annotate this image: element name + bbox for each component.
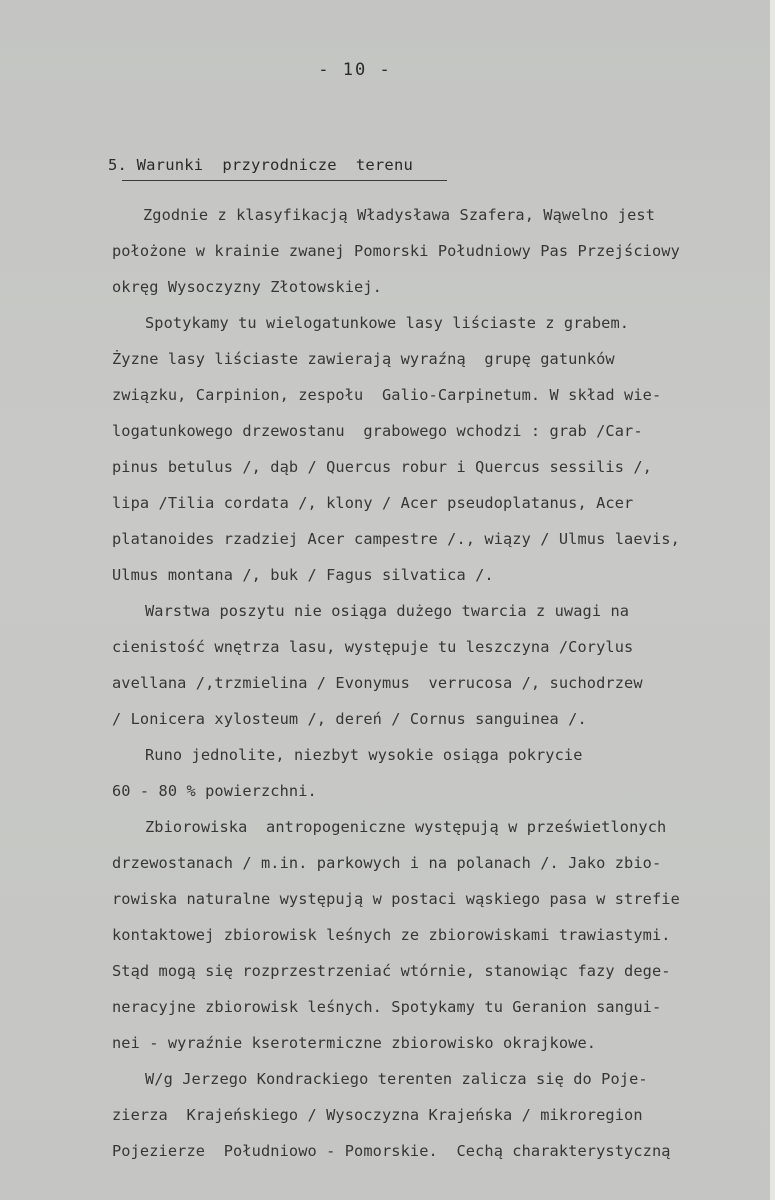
text-line: Ulmus montana /, buk / Fagus silvatica /. [112, 566, 494, 584]
text-line: kontaktowej zbiorowisk leśnych ze zbiorowiskami trawiastymi. [112, 926, 671, 944]
text-line: pinus betulus /, dąb / Quercus robur i Quercus sessilis /, [112, 458, 652, 476]
page-edge [770, 0, 775, 1200]
text-line: Żyzne lasy liściaste zawierają wyraźną grupę gatunków [112, 350, 615, 368]
text-line: lipa /Tilia cordata /, klony / Acer pseudoplatanus, Acer [112, 494, 634, 512]
text-line: Spotykamy tu wielogatunkowe lasy liściaste z grabem. [145, 314, 630, 332]
text-line: neracyjne zbiorowisk leśnych. Spotykamy tu Geranion sangui- [112, 998, 662, 1016]
page-number: - 10 - [318, 60, 392, 80]
text-line: cienistość wnętrza lasu, występuje tu leszczyna /Corylus [112, 638, 634, 656]
text-line: okręg Wysoczyzny Złotowskiej. [112, 278, 382, 296]
text-line: Pojezierze Południowo - Pomorskie. Cechą charakterystyczną [112, 1142, 671, 1160]
text-line: logatunkowego drzewostanu grabowego wchodzi : grab /Car- [112, 422, 643, 440]
text-line: związku, Carpinion, zespołu Galio-Carpinetum. W skład wie- [112, 386, 662, 404]
text-line: platanoides rzadziej Acer campestre /., wiązy / Ulmus laevis, [112, 530, 680, 548]
text-line: zierza Krajeńskiego / Wysoczyzna Krajeńska / mikroregion [112, 1106, 643, 1124]
text-line: Warstwa poszytu nie osiąga dużego twarcia z uwagi na [145, 602, 630, 620]
text-line: Runo jednolite, niezbyt wysokie osiąga pokrycie [145, 746, 583, 764]
text-line: Zbiorowiska antropogeniczne występują w prześwietlonych [145, 818, 667, 836]
text-line: 60 - 80 % powierzchni. [112, 782, 317, 800]
text-line: położone w krainie zwanej Pomorski Południowy Pas Przejściowy [112, 242, 680, 260]
text-line: Zgodnie z klasyfikacją Władysława Szafera, Wąwelno jest [143, 206, 656, 224]
text-line: W/g Jerzego Kondrackiego terenten zalicza się do Poje- [145, 1070, 648, 1088]
text-line: / Lonicera xylosteum /, dereń / Cornus sanguinea /. [112, 710, 587, 728]
text-line: rowiska naturalne występują w postaci wąskiego pasa w strefie [112, 890, 680, 908]
text-line: nei - wyraźnie kserotermiczne zbiorowisko okrajkowe. [112, 1034, 597, 1052]
text-line: drzewostanach / m.in. parkowych i na polanach /. Jako zbio- [112, 854, 662, 872]
text-line: Stąd mogą się rozprzestrzeniać wtórnie, stanowiąc fazy dege- [112, 962, 671, 980]
text-line: avellana /,trzmielina / Evonymus verrucosa /, suchodrzew [112, 674, 643, 692]
heading-underline [122, 180, 447, 181]
section-heading: 5. Warunki przyrodnicze terenu [108, 156, 414, 174]
